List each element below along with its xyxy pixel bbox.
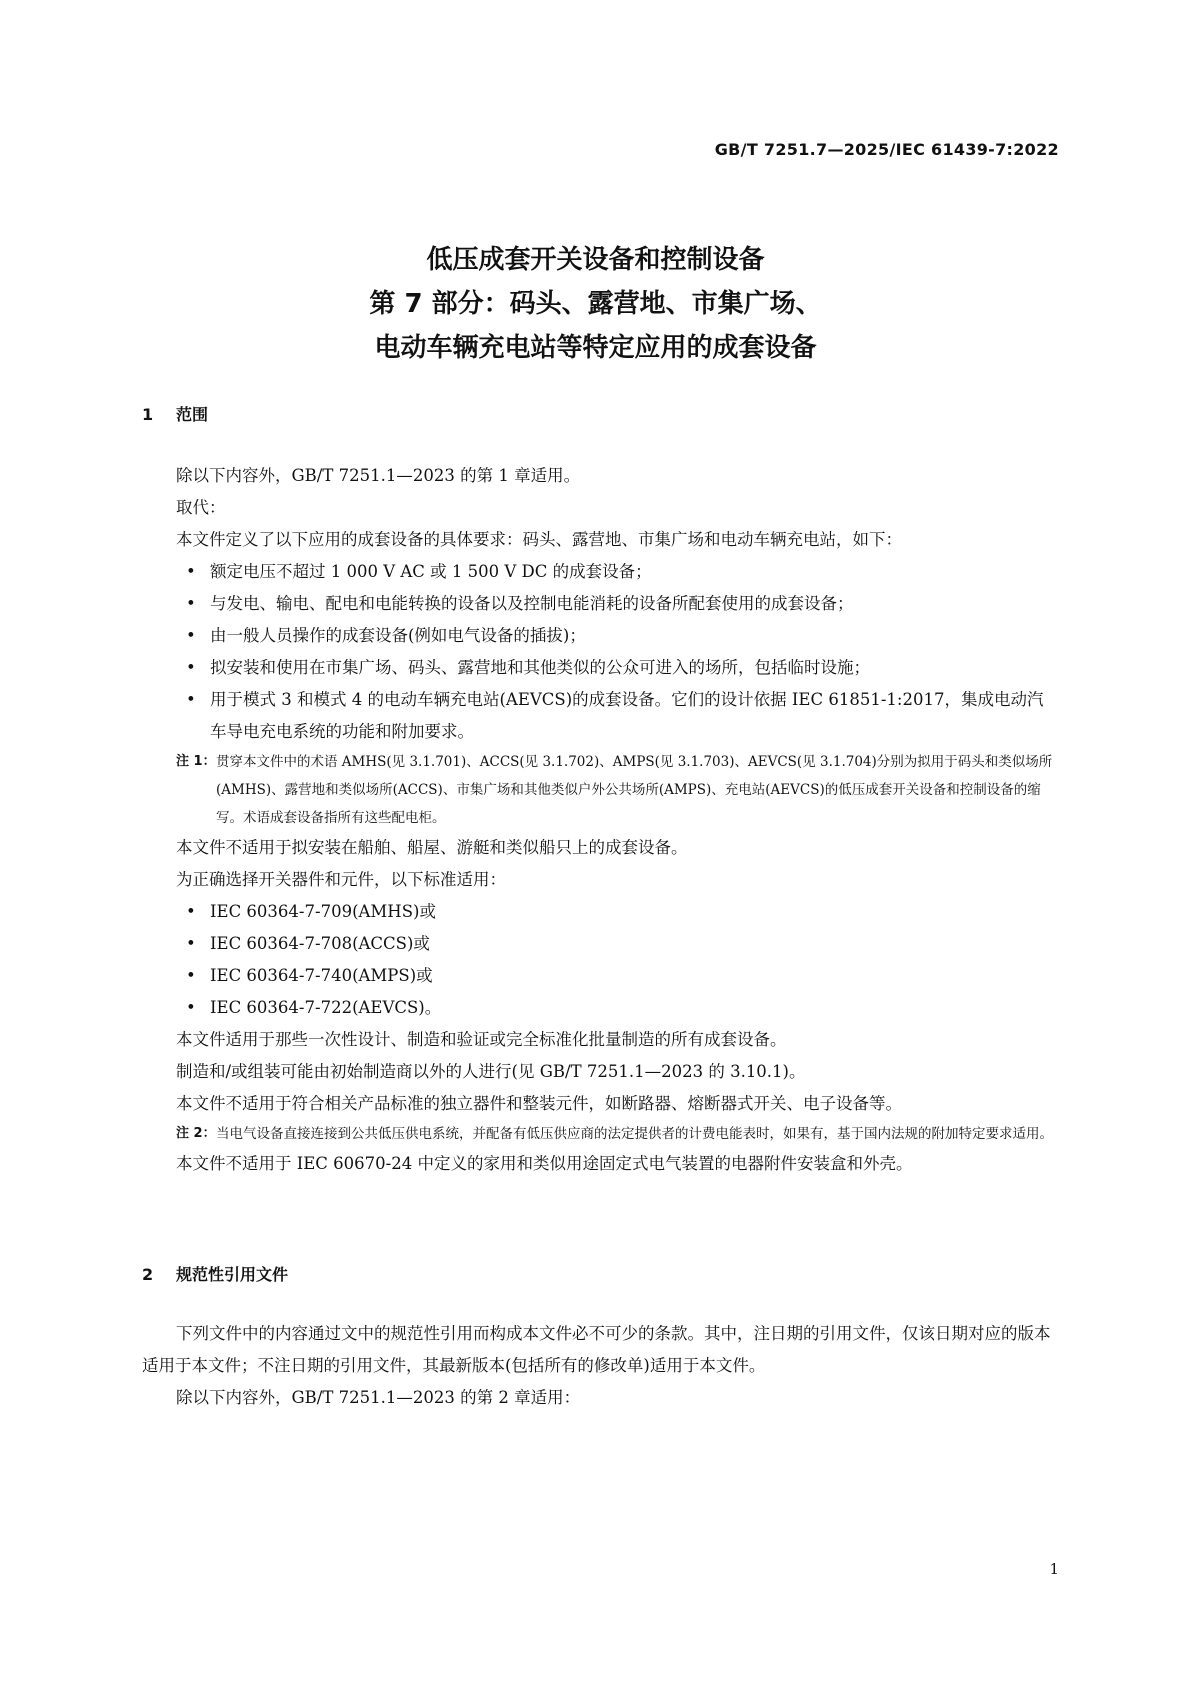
section-number: 1 bbox=[142, 405, 154, 424]
bullet-icon: • bbox=[186, 690, 196, 709]
list-item: • IEC 60364-7-708(ACCS)或 bbox=[142, 928, 1055, 960]
bullet-icon: • bbox=[186, 594, 196, 613]
note-label: 注 2： bbox=[176, 1126, 216, 1141]
note-label: 注 1： bbox=[176, 754, 216, 769]
paragraph: 制造和/或组装可能由初始制造商以外的人进行(见 GB/T 7251.1—2023 的 3.10.1)。 bbox=[176, 1062, 806, 1081]
list-item: • 用于模式 3 和模式 4 的电动车辆充电站(AEVCS)的成套设备。它们的设计依据 IEC 61851-1:2017，集成电动汽车导电充电系统的功能和附加要求。 bbox=[142, 684, 1055, 748]
title-line-1: 低压成套开关设备和控制设备 bbox=[426, 245, 765, 275]
list-item: • IEC 60364-7-709(AMHS)或 bbox=[142, 896, 1055, 928]
section-title: 规范性引用文件 bbox=[176, 1265, 289, 1284]
list-item: • 拟安装和使用在市集广场、码头、露营地和其他类似的公众可进入的场所，包括临时设施； bbox=[142, 652, 1055, 684]
paragraph: 本文件不适用于拟安装在船舶、船屋、游艇和类似船只上的成套设备。 bbox=[176, 838, 688, 857]
bullet-icon: • bbox=[186, 658, 196, 677]
title-line-3: 电动车辆充电站等特定应用的成套设备 bbox=[374, 333, 817, 363]
page-number: 1 bbox=[1049, 1560, 1059, 1578]
paragraph: 本文件定义了以下应用的成套设备的具体要求：码头、露营地、市集广场和电动车辆充电站，如下： bbox=[176, 530, 902, 549]
list-item: • 由一般人员操作的成套设备(例如电气设备的插拔)； bbox=[142, 620, 1055, 652]
list-item: • IEC 60364-7-740(AMPS)或 bbox=[142, 960, 1055, 992]
document-title bbox=[0, 238, 1191, 370]
note-2: 注 2： 当电气设备直接连接到公共低压供电系统，并配备有低压供应商的法定提供者的计费电能表时，如果有，基于国内法规的附加特定要求适用。 bbox=[142, 1120, 1055, 1148]
standard-number: GB/T 7251.7—2025/IEC 61439-7:2022 bbox=[714, 140, 1059, 159]
paragraph: 除以下内容外，GB/T 7251.1—2023 的第 1 章适用。 bbox=[176, 466, 581, 485]
paragraph: 除以下内容外，GB/T 7251.1—2023 的第 2 章适用： bbox=[176, 1388, 581, 1407]
section-title: 范围 bbox=[176, 405, 209, 424]
bullet-icon: • bbox=[186, 998, 196, 1017]
paragraph: 本文件适用于那些一次性设计、制造和验证或完全标准化批量制造的所有成套设备。 bbox=[176, 1030, 787, 1049]
paragraph: 下列文件中的内容通过文中的规范性引用而构成本文件必不可少的条款。其中，注日期的引用文件，仅该日期对应的版本适用于本文件；不注日期的引用文件，其最新版本(包括所有的修改单)适用于本文件。 bbox=[142, 1324, 1051, 1375]
paragraph: 取代： bbox=[176, 498, 226, 517]
bullet-icon: • bbox=[186, 934, 196, 953]
section-1-heading bbox=[142, 402, 208, 425]
bullet-icon: • bbox=[186, 626, 196, 645]
paragraph: 本文件不适用于符合相关产品标准的独立器件和整装元件，如断路器、熔断器式开关、电子设备等。 bbox=[176, 1094, 902, 1113]
bullet-icon: • bbox=[186, 902, 196, 921]
paragraph: 本文件不适用于 IEC 60670-24 中定义的家用和类似用途固定式电气装置的电器附件安装盒和外壳。 bbox=[176, 1154, 913, 1173]
bullet-icon: • bbox=[186, 562, 196, 581]
section-2-heading bbox=[142, 1262, 288, 1285]
list-item: • IEC 60364-7-722(AEVCS)。 bbox=[142, 992, 1055, 1024]
section-2-body bbox=[142, 1318, 1055, 1414]
list-item: • 与发电、输电、配电和电能转换的设备以及控制电能消耗的设备所配套使用的成套设备； bbox=[142, 588, 1055, 620]
paragraph: 为正确选择开关器件和元件，以下标准适用： bbox=[176, 870, 506, 889]
section-1-body bbox=[142, 460, 1055, 1180]
list-item: • 额定电压不超过 1 000 V AC 或 1 500 V DC 的成套设备； bbox=[142, 556, 1055, 588]
bullet-icon: • bbox=[186, 966, 196, 985]
section-number: 2 bbox=[142, 1265, 154, 1284]
note-1: 注 1： 贯穿本文件中的术语 AMHS(见 3.1.701)、ACCS(见 3.1.702)、AMPS(见 3.1.703)、AEVCS(见 3.1.704)分别为拟用于码头和类似场所(AMHS)、露营地和类似场所(ACCS)、市集广场和其他类似户外公共场所(AMPS)、充电站(AEVCS)的低压成套开关设备和控制设备的缩写。术语成套设备指所有这些配电柜。 bbox=[142, 748, 1055, 832]
title-line-2: 第 7 部分：码头、露营地、市集广场、 bbox=[369, 289, 822, 319]
